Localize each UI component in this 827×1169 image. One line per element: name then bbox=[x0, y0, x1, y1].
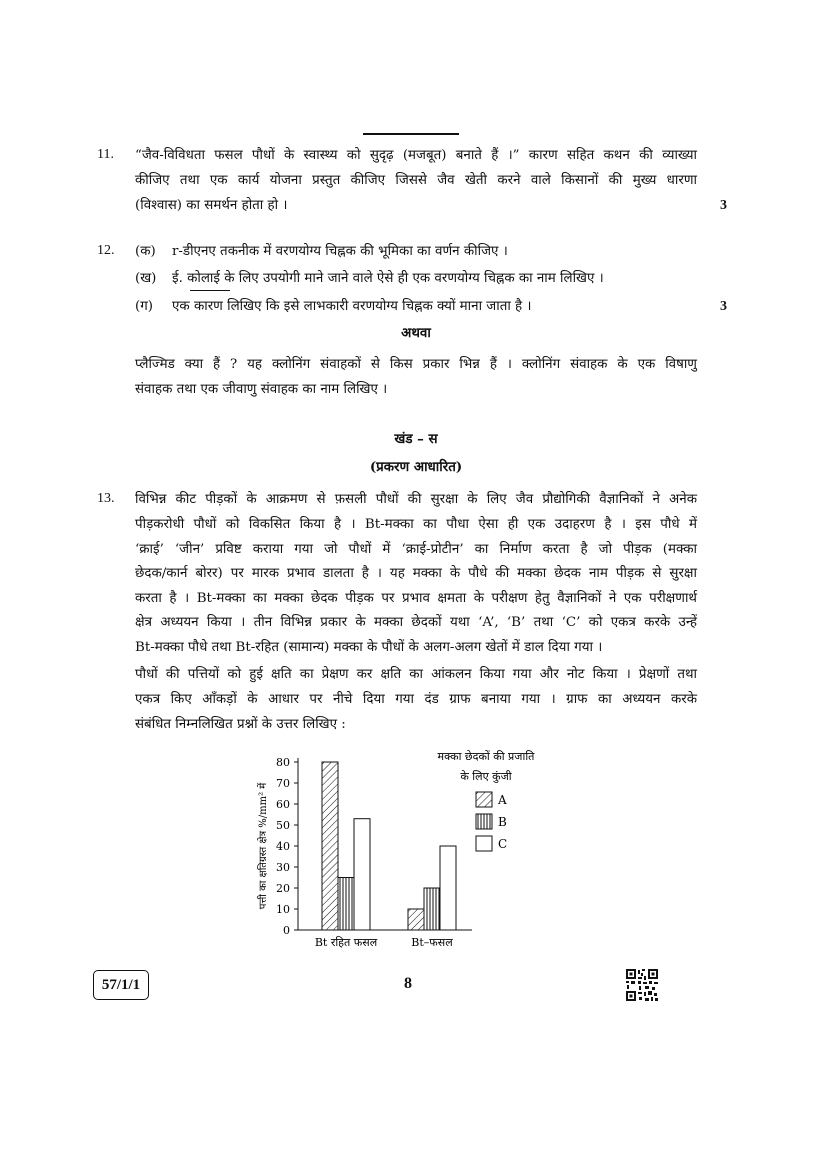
q12-number: 12. bbox=[97, 243, 115, 258]
legend-subtitle: के लिए कुंजी bbox=[460, 770, 512, 783]
y-axis-label: पत्ती का क्षतिग्रस्त क्षेत्र %/mm² में bbox=[258, 782, 269, 910]
bar-B-bt-free bbox=[338, 878, 354, 931]
y-tick-label: 10 bbox=[276, 903, 290, 916]
q11-number: 11. bbox=[97, 147, 114, 162]
q13-line: विभिन्न कीट पीड़कों के आक्रमण से फ़सली पौधों की सुरक्षा के लिए जैव प्रौद्योगिकी वैज्ञानिकों ने अनेक bbox=[135, 492, 697, 507]
legend-title: मक्का छेदकों की प्रजाति bbox=[437, 750, 535, 763]
x-category-label: Bt–फसल bbox=[411, 936, 453, 949]
q13-line: क्षेत्र अध्ययन किया । तीन विभिन्न प्रकार के मक्का छेदकों यथा ‘A’, ‘B’ तथा ‘C’ को एकत्र करके उन्हें bbox=[135, 615, 697, 630]
bar-A-bt bbox=[408, 909, 424, 930]
q12-c-text: एक कारण लिखिए कि इसे लाभकारी वरणयोग्य चिह्नक क्यों माना जाता है । bbox=[172, 299, 532, 314]
ecoli-underline bbox=[190, 290, 230, 291]
or-heading: अथवा bbox=[401, 325, 431, 341]
legend-label-C: C bbox=[498, 837, 508, 851]
bar-B-bt bbox=[424, 888, 440, 930]
y-tick-label: 80 bbox=[276, 756, 290, 769]
q11-marks: 3 bbox=[720, 198, 727, 213]
legend-label-B: B bbox=[498, 815, 507, 829]
bar-chart bbox=[240, 740, 580, 960]
q12-a-label: (क) bbox=[135, 244, 156, 259]
y-tick-label: 70 bbox=[276, 777, 290, 790]
bar-A-bt-free bbox=[322, 762, 338, 930]
q11-line1: “जैव-विविधता फसल पौधों के स्वास्थ्य को सुदृढ़ (मजबूत) बनाते हैं ।” कारण सहित कथन की व्याख्या bbox=[135, 148, 697, 163]
legend-swatch-A bbox=[476, 792, 492, 807]
or-line2: संवाहक तथा एक जीवाणु संवाहक का नाम लिखिए । bbox=[135, 382, 388, 397]
page-number: 8 bbox=[404, 975, 412, 992]
q13-line: छेदक/कार्न बोरर) पर मारक प्रभाव डालता है । यह मक्का के पौधे की मक्का छेदक नाम पीड़क से सुरक्षा bbox=[135, 566, 697, 581]
q13-number: 13. bbox=[97, 491, 115, 506]
section-subtitle: (प्रकरण आधारित) bbox=[369, 459, 463, 475]
or-line1: प्लैज्मिड क्या हैं ? यह क्लोनिंग संवाहकों से किस प्रकार भिन्न हैं । क्लोनिंग संवाहक के एक विषाणु bbox=[135, 357, 697, 372]
bar-C-bt bbox=[440, 846, 456, 930]
paper-code: 57/1/1 bbox=[93, 970, 149, 1000]
q11-line2: कीजिए तथा एक कार्य योजना प्रस्तुत कीजिए जिससे जैव खेती करने वाले किसानों की मुख्य धारणा bbox=[135, 173, 697, 188]
legend-label-A: A bbox=[498, 793, 507, 807]
q12-c-label: (ग) bbox=[135, 299, 153, 314]
q13-line: ‘क्राई’ ‘जीन’ प्रविष्ट कराया गया जो पौधों में ‘क्राई-प्रोटीन’ का निर्माण करता है जो पीड़क (मक्का bbox=[135, 542, 697, 557]
q12-a-text: r-डीएनए तकनीक में वरणयोग्य चिह्नक की भूमिका का वर्णन कीजिए । bbox=[172, 244, 508, 259]
q11-line3: (विश्वास) का समर्थन होता हो । bbox=[135, 198, 288, 213]
q13-para2-line: एकत्र किए आँकड़ों के आधार पर नीचे दिया गया दंड ग्राफ बनाया गया । ग्राफ का अध्ययन करके bbox=[135, 692, 697, 707]
y-tick-label: 60 bbox=[276, 798, 290, 811]
y-tick-label: 20 bbox=[276, 882, 290, 895]
q13-line: Bt-मक्का पौधे तथा Bt-रहित (सामान्य) मक्का के पौधों के अलग-अलग खेतों में डाल दिया गया । bbox=[135, 640, 603, 655]
section-title: खंड – स bbox=[394, 431, 438, 447]
q12-b-label: (ख) bbox=[135, 271, 157, 286]
x-category-label: Bt रहित फसल bbox=[314, 936, 378, 949]
q12-b-text: ई. कोलाई के लिए उपयोगी माने जाने वाले ऐसे ही एक वरणयोग्य चिह्नक का नाम लिखिए । bbox=[172, 271, 604, 286]
y-tick-label: 30 bbox=[276, 861, 290, 874]
bar-C-bt-free bbox=[354, 819, 370, 930]
q13-line: करता है । Bt-मक्का का मक्का छेदक पीड़क पर प्रभाव क्षमता के परीक्षण हेतु वैज्ञानिकों ने एक परीक्षणार्थ bbox=[135, 591, 697, 606]
top-divider bbox=[363, 133, 459, 135]
y-tick-label: 50 bbox=[276, 819, 290, 832]
q13-para2-line: संबंधित निम्नलिखित प्रश्नों के उत्तर लिखिए : bbox=[135, 717, 346, 732]
q12-marks: 3 bbox=[720, 299, 727, 314]
q13-para2-line: पौधों की पत्तियों को हुई क्षति का प्रेक्षण कर क्षति का आंकलन किया गया और नोट किया । प्रेक्षणों तथा bbox=[135, 667, 697, 682]
y-tick-label: 0 bbox=[283, 924, 290, 937]
q13-line: पीड़करोधी पौधों को विकसित किया है । Bt-मक्का का पौधा ऐसा ही एक उदाहरण है । इस पौधे में bbox=[135, 517, 697, 532]
legend-swatch-C bbox=[476, 836, 492, 851]
y-tick-label: 40 bbox=[276, 840, 290, 853]
qr-code-icon bbox=[625, 968, 659, 1002]
legend-swatch-B bbox=[476, 814, 492, 829]
